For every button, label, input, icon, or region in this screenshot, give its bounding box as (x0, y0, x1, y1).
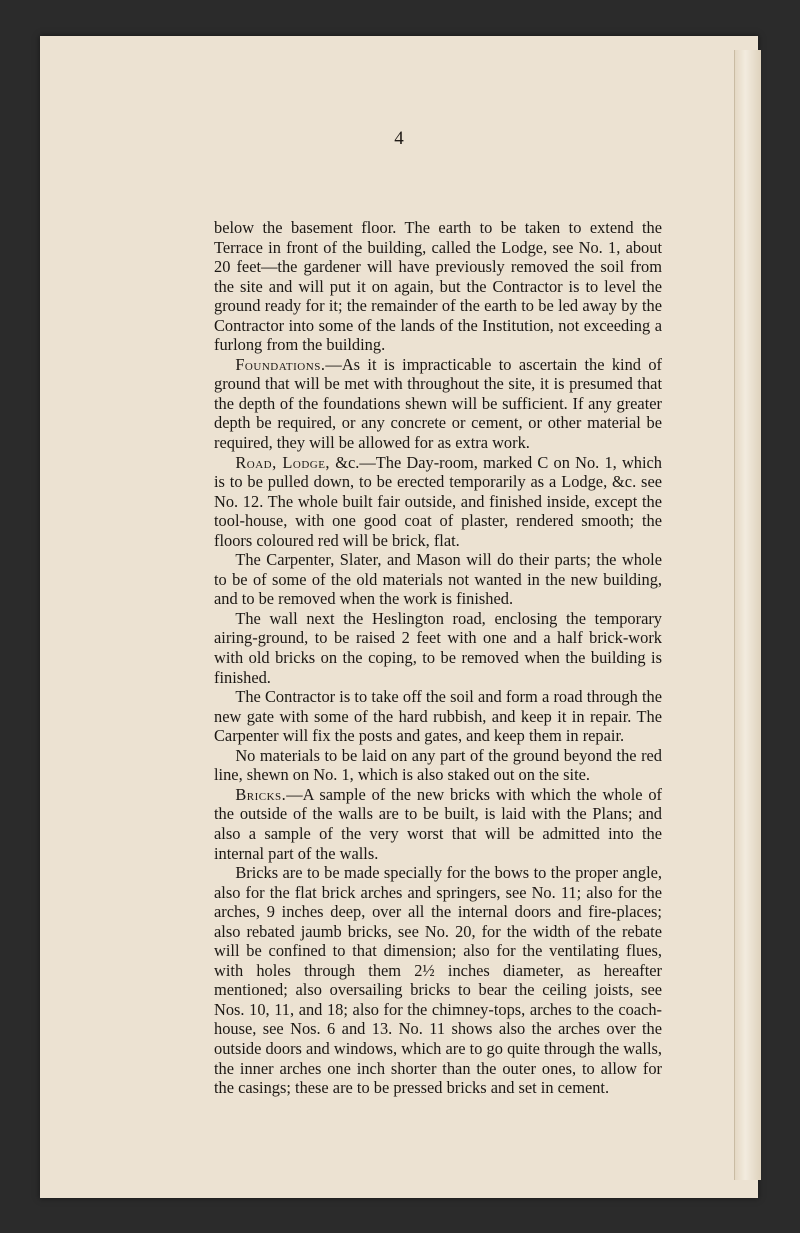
paragraph-text: The Contractor is to take off the soil and form a road through the new gate with some of the hard rubbish, and keep it in repair. The Carpenter will fix the posts and gates, and keep them in repair. (214, 687, 662, 746)
paragraph-text: below the basement floor. The earth to be taken to extend the Terrace in front of the building, called the Lodge, see No. 1, about 20 feet—the gardener will have previously removed the soil from the site and will put it on again, but the Contractor is to level the ground ready for it; the remainder of the earth to be led away by the Contractor into some of the lands of the Institution, not exceeding a furlong from the building. (214, 218, 662, 355)
paragraph (214, 863, 662, 1098)
paragraph (214, 687, 662, 746)
paragraph-text: The Carpenter, Slater, and Mason will do their parts; the whole to be of some of the old materials not wanted in the new building, and to be removed when the work is finished. (214, 550, 662, 609)
paragraph-text: The wall next the Heslington road, enclosing the temporary airing-ground, to be raised 2 feet with one and a half brick-work with old bricks on the coping, to be removed when the building is finished. (214, 608, 662, 687)
paragraph (214, 609, 662, 687)
paragraph-text: Bricks are to be made specially for the bows to the proper angle, also for the flat brick arches and springers, see No. 11; also for the arches, 9 inches deep, over all the internal doors and fire-places; also rebated jaumb bricks, see No. 20, for the width of the rebate will be confined to that dimension; also for the ventilating flues, with holes through them 2½ inches diameter, as hereafter mentioned; also oversailing bricks to bear the ceiling joists, see Nos. 10, 11, and 18; also for the chimney-tops, arches to the coach-house, see Nos. 6 and 13. No. 11 shows also the arches over the outside doors and windows, which are to go quite through the walls, the inner arches one inch shorter than the outer ones, to allow for the casings; these are to be pressed bricks and set in cement. (214, 863, 662, 1098)
body-text (214, 218, 662, 1098)
paragraph (214, 550, 662, 609)
section-heading: Bricks. (235, 784, 287, 804)
book-spine-edge (734, 50, 761, 1180)
paragraph-text: —As it is impracticable to ascertain the kind of ground that will be met with throughout the site, it is presumed that the depth of the foundations shewn will be sufficient. If any greater depth be required, or any concrete or cement, or other material be required, they will be allowed for as extra work. (214, 354, 662, 453)
book-page (40, 36, 758, 1198)
paragraph-text: —A sample of the new bricks with which the whole of the outside of the walls are to be built, is laid with the Plans; and also a sample of the very worst that will be admitted into the internal part of the walls. (214, 784, 662, 863)
section-heading: Foundations. (235, 354, 326, 374)
paragraph (214, 785, 662, 863)
paragraph (214, 453, 662, 551)
page-number: 4 (394, 128, 404, 149)
paragraph-text: No materials to be laid on any part of the ground beyond the red line, shewn on No. 1, which is also staked out on the site. (214, 745, 662, 785)
paragraph (214, 218, 662, 355)
paragraph-text: &c.—The Day-room, marked C on No. 1, which is to be pulled down, to be erected temporarily as a Lodge, &c. see No. 12. The whole built fair outside, and finished inside, except the tool-house, with one good coat of plaster, rendered smooth; the floors coloured red will be brick, flat. (214, 452, 662, 550)
paragraph (214, 355, 662, 453)
paragraph (214, 746, 662, 785)
section-heading: Road, Lodge, (235, 452, 331, 472)
